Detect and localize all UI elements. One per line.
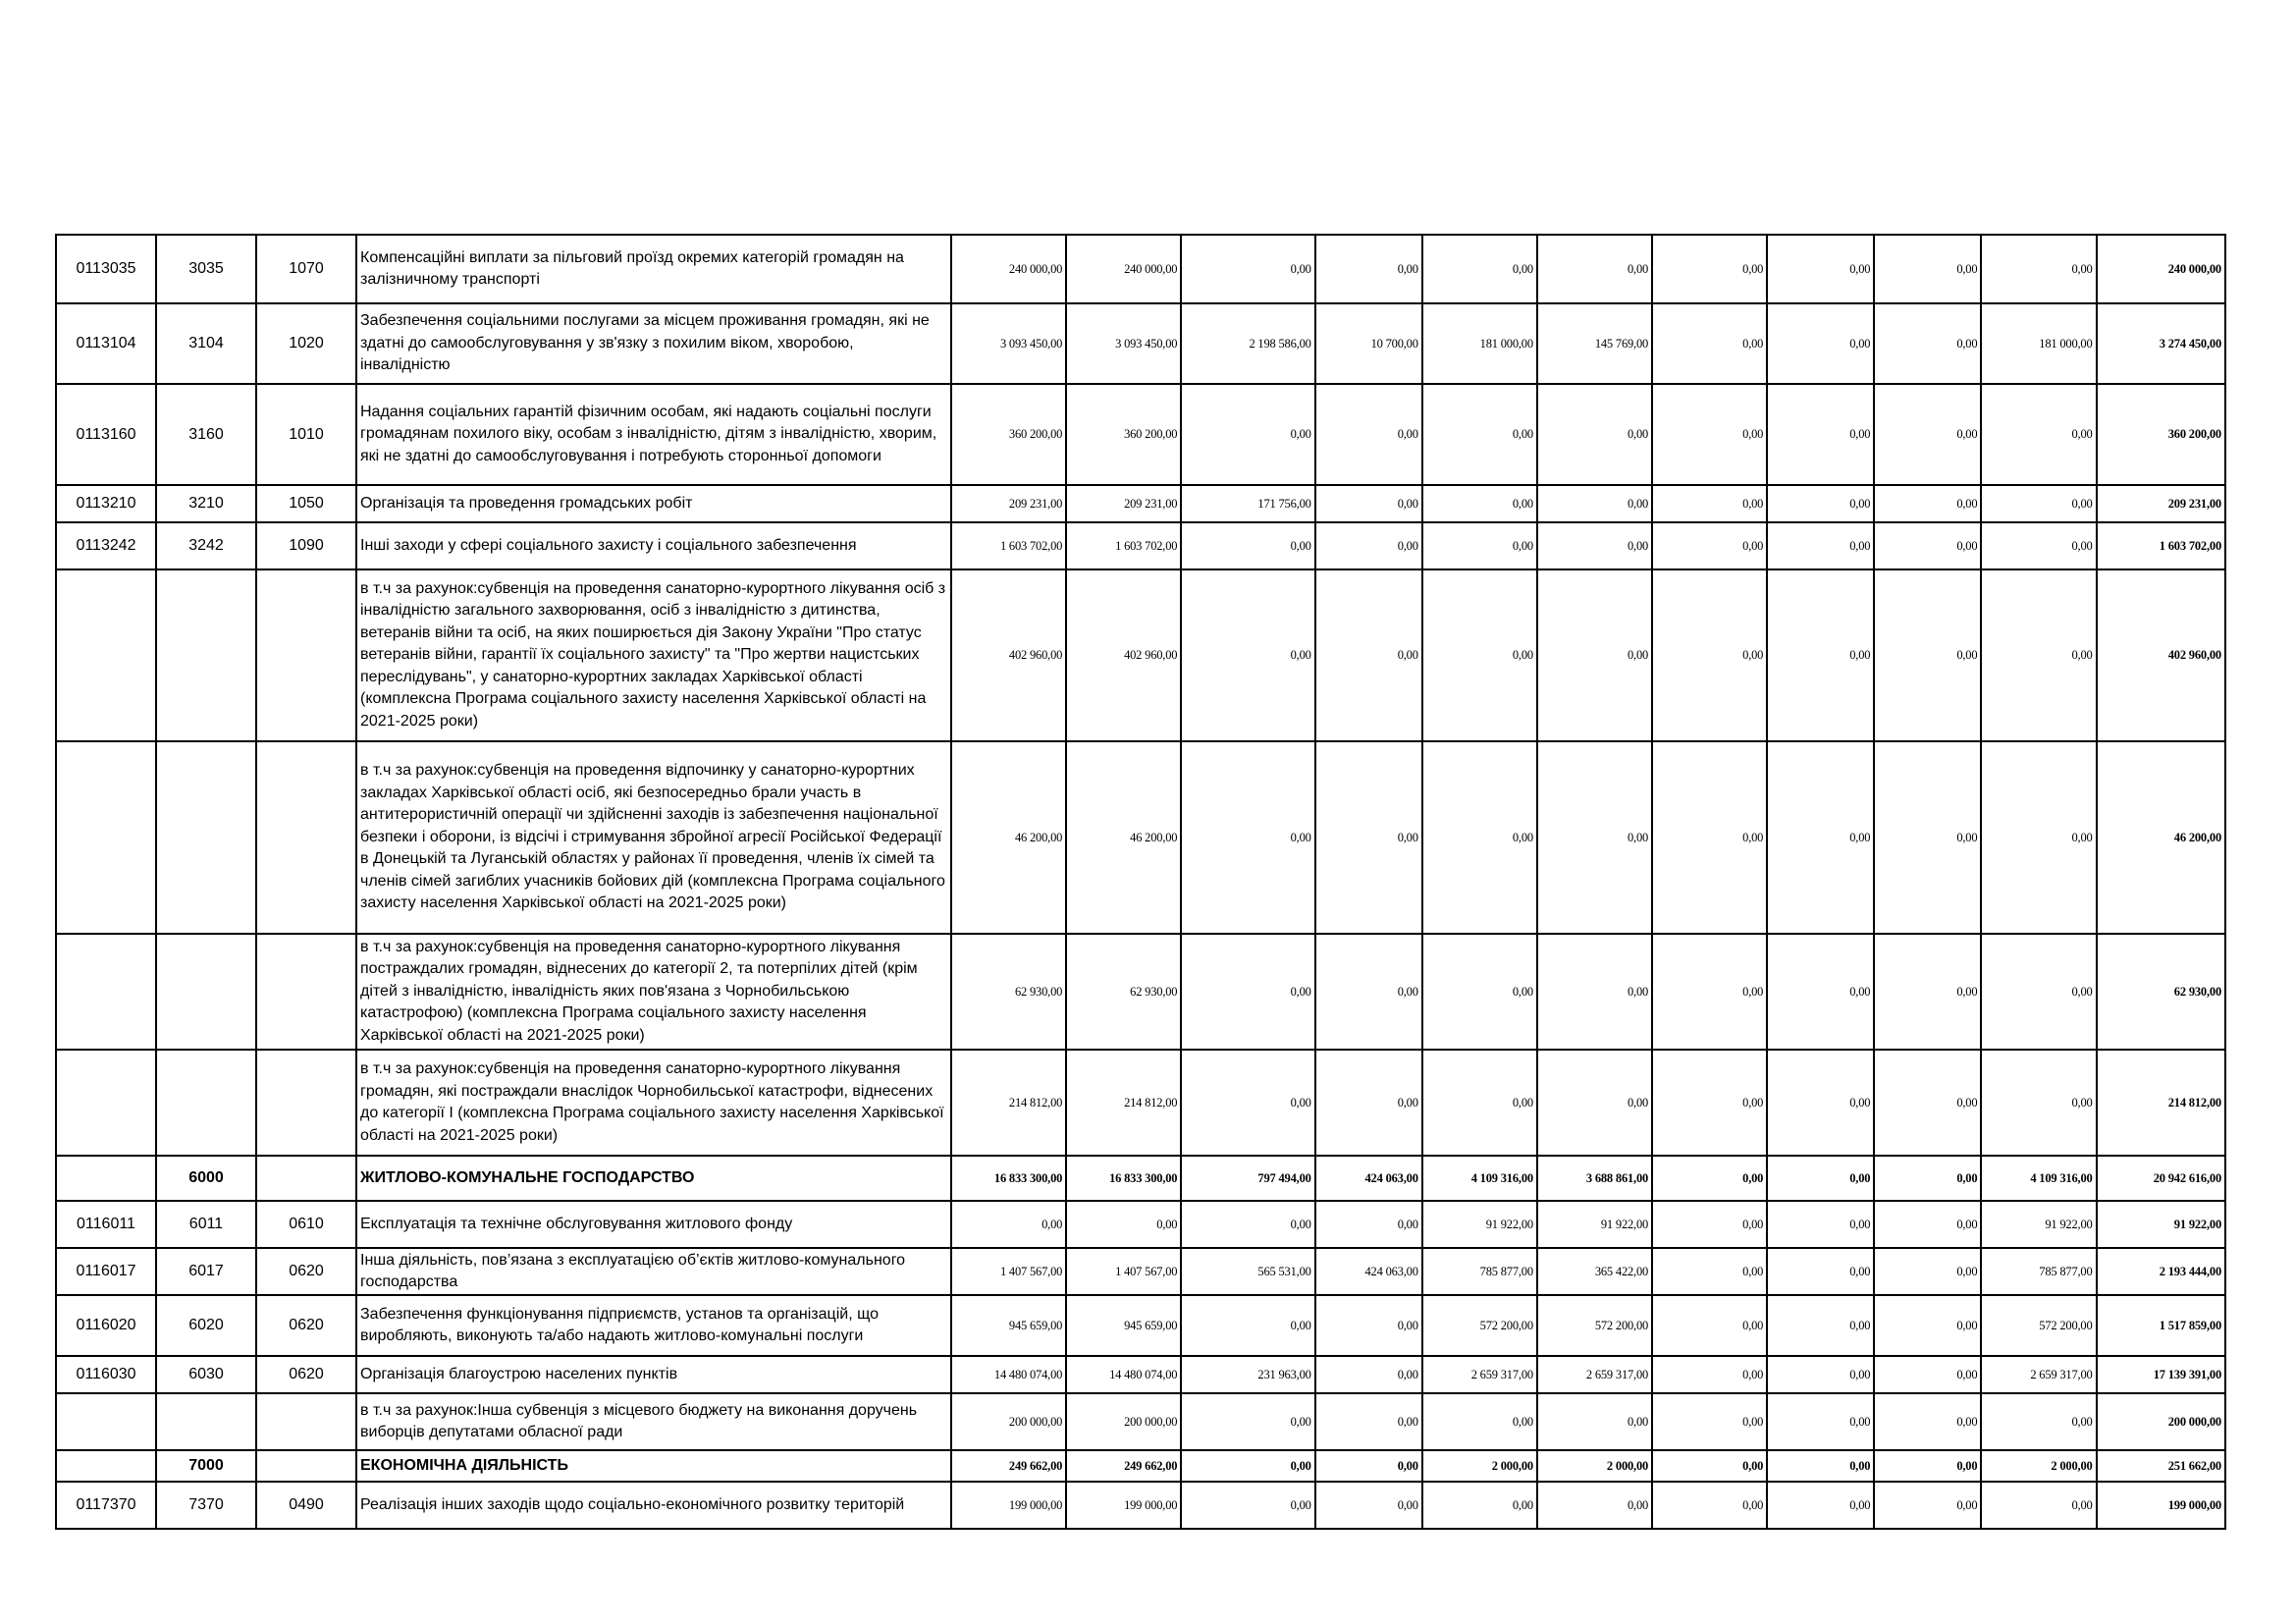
program-name-cell: в т.ч за рахунок:субвенція на проведення санаторно-курортного лікування громадян, які постраждали внаслідок Чорнобильської катастрофи, віднесених до категорії І (комплексна Програма соціального захисту населення Харківської області на 2021-2025 роки) — [356, 1050, 951, 1156]
amount-cell: 0,00 — [1981, 569, 2096, 741]
amount-cell: 0,00 — [1874, 1295, 1981, 1356]
kfkvk-code-cell: 0610 — [256, 1201, 356, 1248]
program-code-cell — [56, 741, 156, 934]
amount-cell: 0,00 — [1767, 1393, 1874, 1450]
amount-cell: 572 200,00 — [1981, 1295, 2096, 1356]
program-name-cell: Компенсаційні виплати за пільговий проїзд окремих категорій громадян на залізничному транспорті — [356, 235, 951, 303]
amount-cell: 14 480 074,00 — [951, 1356, 1066, 1393]
amount-cell: 145 769,00 — [1537, 303, 1652, 384]
function-code-cell — [156, 741, 256, 934]
amount-cell: 10 700,00 — [1315, 303, 1422, 384]
table-row — [56, 1295, 2225, 1356]
program-name-cell: в т.ч за рахунок:субвенція на проведення санаторно-курортного лікування постраждалих громадян, віднесених до категорії 2, та потерпілих дітей (крім дітей з інвалідністю, інвалідність яких пов'язана з Чорнобильською катастрофою) (комплексна Програма соціального захисту населення Харківської області на 2021-2025 роки) — [356, 934, 951, 1050]
program-name-cell: ЖИТЛОВО-КОМУНАЛЬНЕ ГОСПОДАРСТВО — [356, 1156, 951, 1201]
amount-cell: 0,00 — [1422, 1482, 1537, 1529]
function-code-cell: 3160 — [156, 384, 256, 485]
amount-cell: 0,00 — [1981, 741, 2096, 934]
amount-cell: 62 930,00 — [951, 934, 1066, 1050]
amount-cell: 0,00 — [1181, 1482, 1314, 1529]
amount-cell: 0,00 — [1422, 741, 1537, 934]
table-row — [56, 522, 2225, 569]
amount-cell: 0,00 — [1652, 485, 1767, 522]
amount-cell: 62 930,00 — [1066, 934, 1181, 1050]
total-amount-cell: 240 000,00 — [2097, 235, 2225, 303]
amount-cell: 402 960,00 — [1066, 569, 1181, 741]
amount-cell: 0,00 — [1537, 235, 1652, 303]
amount-cell: 0,00 — [1767, 384, 1874, 485]
program-code-cell — [56, 1450, 156, 1482]
amount-cell: 0,00 — [1315, 235, 1422, 303]
amount-cell: 181 000,00 — [1422, 303, 1537, 384]
amount-cell: 0,00 — [1315, 934, 1422, 1050]
amount-cell: 16 833 300,00 — [1066, 1156, 1181, 1201]
amount-cell: 0,00 — [1652, 741, 1767, 934]
amount-cell: 2 659 317,00 — [1537, 1356, 1652, 1393]
amount-cell: 0,00 — [1181, 1450, 1314, 1482]
amount-cell: 3 688 861,00 — [1537, 1156, 1652, 1201]
total-amount-cell: 214 812,00 — [2097, 1050, 2225, 1156]
amount-cell: 572 200,00 — [1537, 1295, 1652, 1356]
amount-cell: 0,00 — [1537, 384, 1652, 485]
amount-cell: 0,00 — [1652, 1201, 1767, 1248]
kfkvk-code-cell — [256, 1050, 356, 1156]
amount-cell: 91 922,00 — [1422, 1201, 1537, 1248]
amount-cell: 1 603 702,00 — [951, 522, 1066, 569]
function-code-cell — [156, 1050, 256, 1156]
amount-cell: 1 407 567,00 — [951, 1248, 1066, 1295]
program-name-cell: Організація благоустрою населених пунктів — [356, 1356, 951, 1393]
amount-cell: 249 662,00 — [951, 1450, 1066, 1482]
amount-cell: 945 659,00 — [951, 1295, 1066, 1356]
table-row — [56, 1248, 2225, 1295]
program-code-cell — [56, 1393, 156, 1450]
amount-cell: 424 063,00 — [1315, 1156, 1422, 1201]
amount-cell: 0,00 — [1874, 303, 1981, 384]
program-code-cell — [56, 1156, 156, 1201]
amount-cell: 0,00 — [1181, 1393, 1314, 1450]
amount-cell: 0,00 — [1181, 741, 1314, 934]
amount-cell: 3 093 450,00 — [951, 303, 1066, 384]
program-name-cell: ЕКОНОМІЧНА ДІЯЛЬНІСТЬ — [356, 1450, 951, 1482]
amount-cell: 0,00 — [1537, 485, 1652, 522]
amount-cell: 0,00 — [1315, 1201, 1422, 1248]
total-amount-cell: 1 517 859,00 — [2097, 1295, 2225, 1356]
amount-cell: 0,00 — [1315, 569, 1422, 741]
amount-cell: 0,00 — [1652, 384, 1767, 485]
amount-cell: 2 198 586,00 — [1181, 303, 1314, 384]
total-amount-cell: 402 960,00 — [2097, 569, 2225, 741]
amount-cell: 0,00 — [1874, 384, 1981, 485]
amount-cell: 0,00 — [1652, 235, 1767, 303]
amount-cell: 0,00 — [1981, 235, 2096, 303]
kfkvk-code-cell — [256, 1156, 356, 1201]
function-code-cell: 6017 — [156, 1248, 256, 1295]
program-code-cell — [56, 934, 156, 1050]
total-amount-cell: 91 922,00 — [2097, 1201, 2225, 1248]
total-amount-cell: 20 942 616,00 — [2097, 1156, 2225, 1201]
amount-cell: 1 407 567,00 — [1066, 1248, 1181, 1295]
program-name-cell: Реалізація інших заходів щодо соціально-економічного розвитку територій — [356, 1482, 951, 1529]
amount-cell: 0,00 — [1652, 934, 1767, 1050]
amount-cell: 3 093 450,00 — [1066, 303, 1181, 384]
amount-cell: 565 531,00 — [1181, 1248, 1314, 1295]
section-row — [56, 1450, 2225, 1482]
amount-cell: 0,00 — [1652, 1356, 1767, 1393]
kfkvk-code-cell: 0620 — [256, 1248, 356, 1295]
amount-cell: 0,00 — [1874, 741, 1981, 934]
amount-cell: 0,00 — [1652, 1393, 1767, 1450]
amount-cell: 0,00 — [1767, 741, 1874, 934]
function-code-cell: 3104 — [156, 303, 256, 384]
amount-cell: 91 922,00 — [1537, 1201, 1652, 1248]
amount-cell: 4 109 316,00 — [1422, 1156, 1537, 1201]
amount-cell: 785 877,00 — [1422, 1248, 1537, 1295]
amount-cell: 0,00 — [1767, 1050, 1874, 1156]
program-name-cell: Експлуатація та технічне обслуговування житлового фонду — [356, 1201, 951, 1248]
total-amount-cell: 1 603 702,00 — [2097, 522, 2225, 569]
program-name-cell: Надання соціальних гарантій фізичним особам, які надають соціальні послуги громадянам похилого віку, особам з інвалідністю, дітям з інвалідністю, хворим, які не здатні до самообслуговування і потребують сторонньої допомоги — [356, 384, 951, 485]
amount-cell: 0,00 — [1315, 1050, 1422, 1156]
amount-cell: 0,00 — [1181, 384, 1314, 485]
amount-cell: 2 000,00 — [1537, 1450, 1652, 1482]
amount-cell: 2 000,00 — [1422, 1450, 1537, 1482]
amount-cell: 0,00 — [1537, 934, 1652, 1050]
amount-cell: 797 494,00 — [1181, 1156, 1314, 1201]
amount-cell: 0,00 — [1315, 1482, 1422, 1529]
program-code-cell: 0116011 — [56, 1201, 156, 1248]
kfkvk-code-cell — [256, 1393, 356, 1450]
amount-cell: 0,00 — [1874, 1201, 1981, 1248]
amount-cell: 0,00 — [1315, 1450, 1422, 1482]
amount-cell: 2 659 317,00 — [1422, 1356, 1537, 1393]
amount-cell: 0,00 — [1652, 1156, 1767, 1201]
amount-cell: 0,00 — [1767, 569, 1874, 741]
amount-cell: 249 662,00 — [1066, 1450, 1181, 1482]
amount-cell: 402 960,00 — [951, 569, 1066, 741]
amount-cell: 0,00 — [1422, 235, 1537, 303]
amount-cell: 0,00 — [1181, 934, 1314, 1050]
amount-cell: 0,00 — [1422, 485, 1537, 522]
amount-cell: 0,00 — [1874, 1248, 1981, 1295]
amount-cell: 0,00 — [1981, 1393, 2096, 1450]
amount-cell: 0,00 — [1537, 569, 1652, 741]
function-code-cell: 3210 — [156, 485, 256, 522]
amount-cell: 0,00 — [1652, 569, 1767, 741]
function-code-cell — [156, 569, 256, 741]
amount-cell: 424 063,00 — [1315, 1248, 1422, 1295]
amount-cell: 209 231,00 — [1066, 485, 1181, 522]
amount-cell: 945 659,00 — [1066, 1295, 1181, 1356]
amount-cell: 209 231,00 — [951, 485, 1066, 522]
kfkvk-code-cell: 0620 — [256, 1295, 356, 1356]
amount-cell: 4 109 316,00 — [1981, 1156, 2096, 1201]
program-name-cell: в т.ч за рахунок:Інша субвенція з місцевого бюджету на виконання доручень виборців депутатами обласної ради — [356, 1393, 951, 1450]
budget-table — [55, 234, 2226, 1530]
function-code-cell: 3035 — [156, 235, 256, 303]
table-row — [56, 485, 2225, 522]
amount-cell: 572 200,00 — [1422, 1295, 1537, 1356]
amount-cell: 0,00 — [1767, 303, 1874, 384]
amount-cell: 0,00 — [1537, 522, 1652, 569]
kfkvk-code-cell — [256, 741, 356, 934]
amount-cell: 0,00 — [1874, 934, 1981, 1050]
amount-cell: 0,00 — [1537, 1050, 1652, 1156]
kfkvk-code-cell — [256, 1450, 356, 1482]
amount-cell: 0,00 — [1652, 1295, 1767, 1356]
amount-cell: 0,00 — [1537, 741, 1652, 934]
amount-cell: 0,00 — [1422, 522, 1537, 569]
table-row — [56, 1356, 2225, 1393]
program-name-cell: Організація та проведення громадських робіт — [356, 485, 951, 522]
amount-cell: 0,00 — [1874, 569, 1981, 741]
subitem-row — [56, 569, 2225, 741]
amount-cell: 91 922,00 — [1981, 1201, 2096, 1248]
amount-cell: 46 200,00 — [1066, 741, 1181, 934]
subitem-row — [56, 741, 2225, 934]
amount-cell: 0,00 — [1315, 741, 1422, 934]
amount-cell: 360 200,00 — [1066, 384, 1181, 485]
amount-cell: 0,00 — [1652, 1482, 1767, 1529]
amount-cell: 0,00 — [1767, 1248, 1874, 1295]
total-amount-cell: 62 930,00 — [2097, 934, 2225, 1050]
amount-cell: 0,00 — [1874, 522, 1981, 569]
program-code-cell — [56, 569, 156, 741]
program-code-cell: 0113242 — [56, 522, 156, 569]
kfkvk-code-cell: 0620 — [256, 1356, 356, 1393]
table-row — [56, 384, 2225, 485]
program-code-cell: 0116020 — [56, 1295, 156, 1356]
total-amount-cell: 2 193 444,00 — [2097, 1248, 2225, 1295]
amount-cell: 0,00 — [1767, 1450, 1874, 1482]
amount-cell: 0,00 — [1981, 934, 2096, 1050]
function-code-cell: 6000 — [156, 1156, 256, 1201]
table-row — [56, 235, 2225, 303]
amount-cell: 0,00 — [1652, 1248, 1767, 1295]
amount-cell: 0,00 — [1981, 1050, 2096, 1156]
total-amount-cell: 3 274 450,00 — [2097, 303, 2225, 384]
amount-cell: 0,00 — [1422, 384, 1537, 485]
amount-cell: 785 877,00 — [1981, 1248, 2096, 1295]
amount-cell: 14 480 074,00 — [1066, 1356, 1181, 1393]
program-name-cell: Інші заходи у сфері соціального захисту і соціального забезпечення — [356, 522, 951, 569]
amount-cell: 171 756,00 — [1181, 485, 1314, 522]
amount-cell: 0,00 — [1315, 485, 1422, 522]
amount-cell: 0,00 — [1874, 235, 1981, 303]
amount-cell: 199 000,00 — [951, 1482, 1066, 1529]
function-code-cell: 7000 — [156, 1450, 256, 1482]
amount-cell: 0,00 — [1422, 1393, 1537, 1450]
amount-cell: 0,00 — [1874, 1482, 1981, 1529]
total-amount-cell: 199 000,00 — [2097, 1482, 2225, 1529]
amount-cell: 0,00 — [1315, 1295, 1422, 1356]
amount-cell: 0,00 — [1767, 1156, 1874, 1201]
program-name-cell: Забезпечення соціальними послугами за місцем проживання громадян, які не здатні до самообслуговування у зв'язку з похилим віком, хворобою, інвалідністю — [356, 303, 951, 384]
amount-cell: 2 000,00 — [1981, 1450, 2096, 1482]
amount-cell: 365 422,00 — [1537, 1248, 1652, 1295]
amount-cell: 0,00 — [1874, 1393, 1981, 1450]
amount-cell: 199 000,00 — [1066, 1482, 1181, 1529]
amount-cell: 214 812,00 — [1066, 1050, 1181, 1156]
amount-cell: 0,00 — [1422, 934, 1537, 1050]
program-code-cell: 0113160 — [56, 384, 156, 485]
amount-cell: 0,00 — [1315, 384, 1422, 485]
amount-cell: 0,00 — [1767, 1356, 1874, 1393]
amount-cell: 360 200,00 — [951, 384, 1066, 485]
subitem-row — [56, 1393, 2225, 1450]
total-amount-cell: 360 200,00 — [2097, 384, 2225, 485]
program-name-cell: в т.ч за рахунок:субвенція на проведення санаторно-курортного лікування осіб з інвалідністю загального захворювання, осіб з інвалідністю з дитинства, ветеранів війни та осіб, на яких поширюється дія Закону України "Про статус ветеранів війни, гарантії їх соціального захисту" та "Про жертви нацистських переслідувань", у санаторно-курортних закладах Харківської області (комплексна Програма соціального захисту населення Харківської області на 2021-2025 роки) — [356, 569, 951, 741]
total-amount-cell: 46 200,00 — [2097, 741, 2225, 934]
amount-cell: 0,00 — [1537, 1393, 1652, 1450]
amount-cell: 0,00 — [1874, 485, 1981, 522]
amount-cell: 0,00 — [1874, 1050, 1981, 1156]
function-code-cell: 7370 — [156, 1482, 256, 1529]
amount-cell: 0,00 — [1652, 522, 1767, 569]
table-row — [56, 303, 2225, 384]
amount-cell: 0,00 — [1767, 485, 1874, 522]
kfkvk-code-cell: 1010 — [256, 384, 356, 485]
amount-cell: 0,00 — [1315, 1356, 1422, 1393]
amount-cell: 181 000,00 — [1981, 303, 2096, 384]
function-code-cell — [156, 1393, 256, 1450]
program-code-cell: 0116030 — [56, 1356, 156, 1393]
function-code-cell: 6030 — [156, 1356, 256, 1393]
amount-cell: 0,00 — [1767, 934, 1874, 1050]
amount-cell: 0,00 — [1422, 569, 1537, 741]
amount-cell: 0,00 — [1981, 384, 2096, 485]
amount-cell: 240 000,00 — [951, 235, 1066, 303]
amount-cell: 0,00 — [1181, 1295, 1314, 1356]
amount-cell: 0,00 — [1767, 522, 1874, 569]
amount-cell: 0,00 — [1652, 1450, 1767, 1482]
amount-cell: 0,00 — [1874, 1156, 1981, 1201]
amount-cell: 0,00 — [1181, 1201, 1314, 1248]
program-code-cell: 0117370 — [56, 1482, 156, 1529]
amount-cell: 200 000,00 — [951, 1393, 1066, 1450]
kfkvk-code-cell: 1050 — [256, 485, 356, 522]
subitem-row — [56, 1050, 2225, 1156]
amount-cell: 200 000,00 — [1066, 1393, 1181, 1450]
program-name-cell: в т.ч за рахунок:субвенція на проведення відпочинку у санаторно-курортних закладах Харківської області осіб, які безпосередньо брали участь в антитерористичній операції чи здійсненні заходів із забезпечення національної безпеки і оборони, із відсічі і стримування збройної агресії Російської Федерації в Донецькій та Луганській областях у районах її проведення, членів їх сімей та членів сімей загиблих учасників бойових дій (комплексна Програма соціального захисту населення Харківської області на 2021-2025 роки) — [356, 741, 951, 934]
amount-cell: 46 200,00 — [951, 741, 1066, 934]
amount-cell: 0,00 — [1537, 1482, 1652, 1529]
amount-cell: 0,00 — [1181, 522, 1314, 569]
program-code-cell: 0113210 — [56, 485, 156, 522]
program-code-cell: 0116017 — [56, 1248, 156, 1295]
amount-cell: 0,00 — [1767, 1295, 1874, 1356]
table-row — [56, 1482, 2225, 1529]
amount-cell: 16 833 300,00 — [951, 1156, 1066, 1201]
program-code-cell: 0113104 — [56, 303, 156, 384]
amount-cell: 0,00 — [1652, 1050, 1767, 1156]
function-code-cell: 6011 — [156, 1201, 256, 1248]
kfkvk-code-cell — [256, 934, 356, 1050]
amount-cell: 1 603 702,00 — [1066, 522, 1181, 569]
subitem-row — [56, 934, 2225, 1050]
total-amount-cell: 209 231,00 — [2097, 485, 2225, 522]
amount-cell: 0,00 — [1315, 522, 1422, 569]
program-code-cell — [56, 1050, 156, 1156]
amount-cell: 0,00 — [1181, 235, 1314, 303]
kfkvk-code-cell — [256, 569, 356, 741]
program-name-cell: Забезпечення функціонування підприємств, установ та організацій, що виробляють, виконують та/або надають житлово-комунальні послуги — [356, 1295, 951, 1356]
kfkvk-code-cell: 1020 — [256, 303, 356, 384]
amount-cell: 0,00 — [1767, 1201, 1874, 1248]
table-row — [56, 1201, 2225, 1248]
amount-cell: 240 000,00 — [1066, 235, 1181, 303]
amount-cell: 0,00 — [1181, 569, 1314, 741]
amount-cell: 0,00 — [1981, 485, 2096, 522]
kfkvk-code-cell: 1070 — [256, 235, 356, 303]
amount-cell: 0,00 — [1767, 235, 1874, 303]
amount-cell: 0,00 — [1066, 1201, 1181, 1248]
amount-cell: 231 963,00 — [1181, 1356, 1314, 1393]
total-amount-cell: 200 000,00 — [2097, 1393, 2225, 1450]
kfkvk-code-cell: 0490 — [256, 1482, 356, 1529]
amount-cell: 0,00 — [1652, 303, 1767, 384]
total-amount-cell: 251 662,00 — [2097, 1450, 2225, 1482]
amount-cell: 0,00 — [1315, 1393, 1422, 1450]
amount-cell: 214 812,00 — [951, 1050, 1066, 1156]
kfkvk-code-cell: 1090 — [256, 522, 356, 569]
function-code-cell: 6020 — [156, 1295, 256, 1356]
amount-cell: 0,00 — [1181, 1050, 1314, 1156]
amount-cell: 0,00 — [1767, 1482, 1874, 1529]
function-code-cell: 3242 — [156, 522, 256, 569]
function-code-cell — [156, 934, 256, 1050]
amount-cell: 0,00 — [1981, 522, 2096, 569]
amount-cell: 0,00 — [1874, 1450, 1981, 1482]
total-amount-cell: 17 139 391,00 — [2097, 1356, 2225, 1393]
amount-cell: 0,00 — [951, 1201, 1066, 1248]
program-name-cell: Інша діяльність, пов’язана з експлуатацією об’єктів житлово-комунального господарства — [356, 1248, 951, 1295]
amount-cell: 0,00 — [1422, 1050, 1537, 1156]
amount-cell: 0,00 — [1981, 1482, 2096, 1529]
amount-cell: 2 659 317,00 — [1981, 1356, 2096, 1393]
program-code-cell: 0113035 — [56, 235, 156, 303]
section-row — [56, 1156, 2225, 1201]
amount-cell: 0,00 — [1874, 1356, 1981, 1393]
